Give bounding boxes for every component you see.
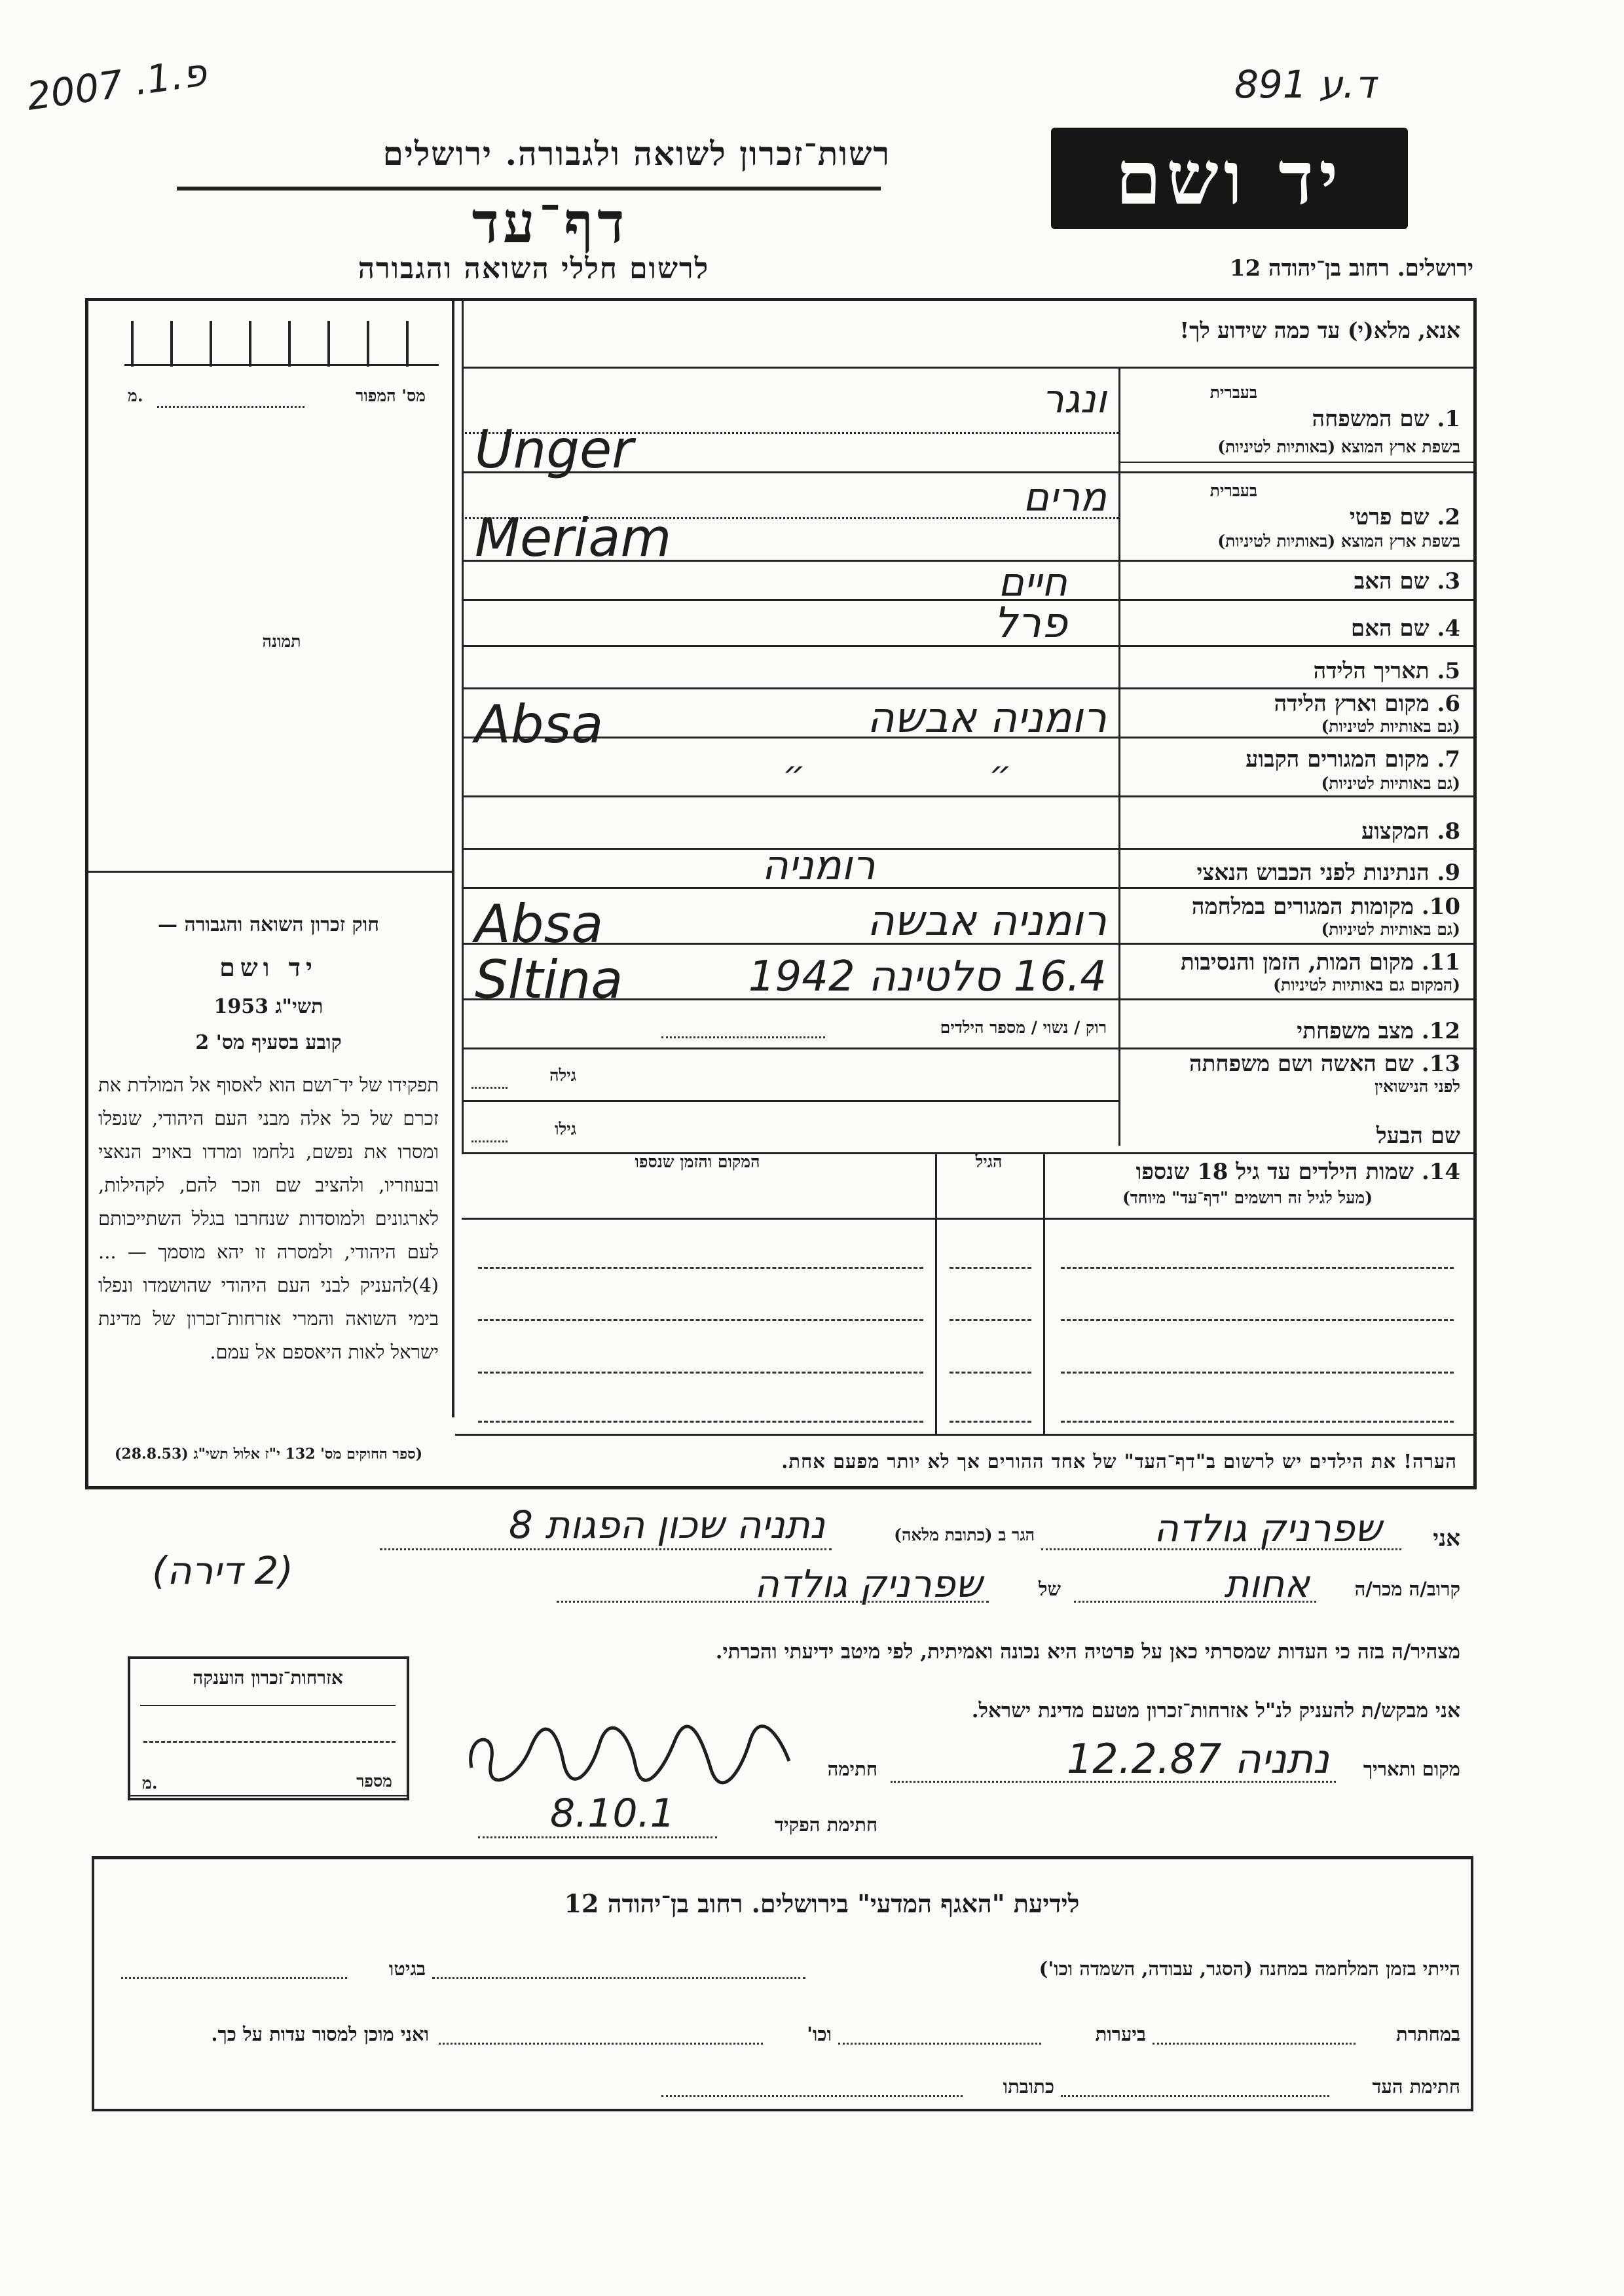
f14-col-rule-1 [935,1152,937,1434]
decl-resides-label: הגר ב (כתובת מלאה) [894,1525,1035,1544]
law-text: תפקידו של יד־ושם הוא לאסוף אל המולדת את זכרם של כל אלה מבני העם היהודי, שנפלו ומסרו את נפשם, נלחמו ומרדו באויב הנאצי ובעוזריו, ולהציב שם וזכר להם, לקהילות, לארגונים ולמוסדות שנחרבו בגלל השתייכותם לעם היהודי, ולמסרה זו יהא מוסמך — ...(4)להעניק לבני העם היהודי שהושמדו ונפלו בימי השואה והמרי אזרחות־זכרון של מדינת ישראל לאות היאספם אל עמם. [98,1074,439,1363]
f14-row [950,1372,1031,1374]
photo-area-rule [88,871,452,873]
logo-text: יד ושם [1115,136,1344,221]
f7-sub: (גם באותיות לטיניות) [1321,774,1460,793]
f6-num: 6. [1437,691,1460,717]
center-left-rule [462,301,464,1152]
law-year-block [98,995,439,1018]
f14-label-text: שמות הילדים עד גיל 18 שנספו [1135,1159,1414,1185]
decl-clerk-mark: 8.10.1 [550,1791,675,1836]
f12-num: 12. [1421,1018,1460,1044]
f4-value: פרל [993,599,1067,647]
bottom-line1-blank [432,1977,805,1979]
f13-label [1123,1051,1460,1077]
f14-row [1061,1267,1454,1269]
decl-place-date: נתניה 12.2.87 [1066,1735,1329,1783]
f2-label [1244,504,1460,530]
f2-num: 2. [1437,504,1460,530]
f8-label-text: המקצוע [1361,818,1430,845]
f10-value-lat: Absa [475,894,604,955]
f14-col-rule-2 [1043,1152,1045,1434]
bottom-witness-signature-label: חתימת העד [1372,2075,1460,2098]
decl-of-name-line [557,1601,989,1603]
photo-label: תמונה [262,632,301,651]
f8-label [1244,818,1460,845]
decl-relation-label: קרוב/ה מכר/ה [1354,1578,1460,1600]
memorial-box-no-label: מספר [356,1772,392,1791]
f11-value-lat: Sltina [475,949,623,1010]
f14-col-place: המקום והזמן שנספו [635,1152,760,1171]
f14-row [1061,1319,1454,1321]
f6-sub: (גם באותיות לטיניות) [1321,717,1460,736]
form-subtitle: לרשום חללי השואה והגבורה [358,252,710,285]
f14-row [950,1319,1031,1321]
f13-label-text: שם האשה ושם משפחתה [1189,1051,1414,1077]
left-panel-divider [452,301,454,1417]
serial-label: מס' המפור [356,386,426,405]
f13-num: 13. [1421,1051,1460,1077]
f14-row [1061,1421,1454,1423]
card-tick-marks [124,321,439,367]
f14-row [478,1421,923,1423]
memorial-citizenship-box [128,1656,409,1800]
f9-label-text: הנתינות לפני הכבוש הנאצי [1196,860,1430,886]
f14-row [478,1372,923,1374]
decl-clerk-label: חתימת הפקיד [775,1813,877,1836]
memorial-box-no-suffix: מ. [142,1774,158,1793]
memorial-box-rule [140,1705,396,1706]
f14-label [1051,1159,1460,1185]
f10-label-text: מקומות המגורים במלחמה [1191,894,1414,920]
f14-row [478,1267,923,1269]
f14-row [950,1421,1031,1423]
f3-value: חיים [998,560,1067,606]
rule-f7 [462,795,1473,797]
bottom-witness-address-label: כתובתו [1003,2075,1054,2098]
bottom-line2-underground: במחתרת [1396,2023,1460,2045]
decl-name: שפרניק גולדה [1153,1506,1382,1550]
rule-f13 [462,1100,1118,1102]
decl-place-date-label: מקום ותאריך [1363,1758,1460,1780]
decl-address: נתניה שכון הפגות 8 [509,1503,825,1547]
f10-label [1123,894,1460,920]
tick [367,321,369,367]
f2-value-heb: מרים [1023,475,1107,520]
f5-label [1211,658,1460,684]
f8-num: 8. [1437,818,1460,845]
f9-value: רומניה [762,841,876,889]
f1-label [1244,406,1460,432]
rule-f8 [462,848,1473,850]
law-year-heb: תשי"ג [275,995,323,1018]
f11-sub: (המקום גם באותיות לטיניות) [1273,975,1460,994]
rule-f9 [462,887,1473,889]
tick [131,321,134,367]
f4-label-text: שם האם [1350,615,1430,642]
rule-f12 [462,1048,1473,1049]
label-column-rule [1118,367,1120,1146]
husband-label: שם הבעל [1376,1123,1460,1149]
decl-relation: אחות [1224,1561,1310,1606]
tick [249,321,251,367]
f13-sub: לפני הנישואין [1375,1077,1460,1096]
f11-label [1123,949,1460,975]
f1-label-text: שם המשפחה [1312,406,1430,432]
corner-left-note: פ.1. 2007 [24,50,210,119]
address-line: ירושלים. רחוב בן־יהודה 12 [1229,255,1473,282]
bottom-title: לידיעת "האגף המדעי" בירושלים. רחוב בן־יהודה 12 [564,1889,1080,1918]
rule-f5 [462,687,1473,689]
decl-floor-note: (2 דירה) [152,1548,293,1593]
f10-sub: (גם באותיות לטיניות) [1321,920,1460,939]
memorial-box-title: אזרחות־זכרון הוענקה [193,1667,343,1688]
f1-heb-tag: בעברית [1209,383,1257,402]
f6-value-lat: Absa [475,694,604,755]
note-top-rule [455,1434,1473,1436]
f14-sub: (מעל לגיל זה רושמים "דף־עד" מיוחד) [1122,1188,1373,1207]
f6-label [1166,691,1460,717]
decl-place-date-line [891,1781,1336,1783]
law-section: קובע בסעיף מס' 2 [195,1031,342,1054]
bottom-line1-ghetto-blank [121,1977,347,1979]
decl-signature-label: חתימה [827,1758,877,1780]
decl-address-line [380,1548,832,1550]
serial-suffix: מ. [128,386,143,405]
decl-statement: מצהיר/ה בזה כי העדות שמסרתי כאן על פרטיה היא נכונה ואמיתית, לפי מיטב ידיעתי והכרתי. [715,1640,1460,1664]
law-name: יד ושם [219,953,318,982]
f7-label [1153,746,1460,773]
tick [210,321,212,367]
f2-sub: בשפת ארץ המוצא (באותיות לטיניות) [1217,532,1460,551]
husband-age-line [471,1140,507,1142]
f14-num: 14. [1421,1159,1460,1185]
f13-age-line [471,1087,507,1089]
law-reference: (ספר החוקים מס' 132 י"ז אלול תשי"ג (28.8.53) [115,1446,422,1463]
f1-num: 1. [1437,406,1460,432]
f12-children-line [661,1036,825,1038]
f9-num: 9. [1437,860,1460,886]
f7-label-text: מקום המגורים הקבוע [1246,746,1430,773]
f14-row [1061,1372,1454,1374]
f7-value-a: ״ [989,753,1012,794]
f3-num: 3. [1437,568,1460,594]
bottom-line1-end: בגיטו [388,1958,426,1980]
decl-clerk-line [478,1836,717,1838]
f14-col-age: הגיל [975,1152,1003,1171]
f11-value-heb: 16.4 סלטינה 1942 [748,953,1107,1001]
f5-num: 5. [1437,658,1460,684]
decl-name-line [1041,1548,1401,1550]
f12-label-text: מצב משפחתי [1297,1018,1414,1044]
f10-num: 10. [1421,894,1460,920]
law-title: חוק זכרון השואה והגבורה — [158,913,379,936]
f2-label-text: שם פרטי [1349,504,1430,530]
f14-row [950,1267,1031,1269]
yad-vashem-logo [1051,128,1408,229]
f1-sub: בשפת ארץ המוצא (באותיות לטיניות) [1217,437,1460,456]
f3-label-text: שם האב [1354,568,1430,594]
bottom-line2-etc: וכו' [807,2023,832,2045]
tick-baseline [124,364,439,366]
bottom-line2-forests: ביערות [1095,2023,1146,2045]
tick [170,321,173,367]
memorial-box-bottom-rule [130,1795,407,1796]
authority-name: רשות־זכרון לשואה ולגבורה. ירושלים [382,134,891,173]
f14-row [478,1319,923,1321]
f7-value-b: ״ [783,753,805,794]
f2-value-lat: Meriam [475,507,672,568]
f12-options: רוק / נשוי / מספר הילדים [940,1018,1107,1037]
witness-signature-scribble [458,1715,799,1787]
corner-right-note: ד.ע 891 [1234,62,1376,107]
bottom-witness-address-blank [661,2095,963,2097]
bottom-line2-blank-a [1153,2043,1356,2045]
tick [288,321,291,367]
f4-label [1244,615,1460,642]
bottom-line2-blank-b [838,2043,1041,2045]
note-text: הערה! את הילדים יש לרשום ב"דף־העד" של אחד ההורים אך לא יותר מפעם אחת. [781,1450,1457,1472]
memorial-box-line [143,1741,396,1743]
f6-value-heb: רומניה אבשה [866,694,1107,742]
decl-of-label: של [1038,1578,1061,1600]
tick [406,321,409,367]
bottom-line1-label: הייתי בזמן המלחמה במחנה (הסגר, עבודה, השמדה וכו') [1039,1958,1460,1980]
f4-num: 4. [1437,615,1460,642]
f11-num: 11. [1421,949,1460,975]
form-title: דף־עד [471,190,629,256]
law-year: 1953 [213,995,269,1018]
decl-i-label: אני [1433,1525,1460,1552]
serial-line [157,406,304,408]
f6-label-text: מקום וארץ הלידה [1274,691,1430,717]
husband-age-label: גילו [555,1120,576,1139]
f2-heb-tag: בעברית [1209,481,1257,500]
f1-sub-rule [1118,462,1473,463]
f7-num: 7. [1437,746,1460,773]
f13-age-label: גילה [549,1066,576,1085]
intro-text: אנא, מלא(י) עד כמה שידוע לך! [1179,318,1460,343]
decl-of-name: שפרניק גולדה [754,1561,982,1606]
tick [327,321,330,367]
f9-label [1123,860,1460,886]
f1-value-heb: ונגר [1042,376,1107,422]
f11-label-text: מקום המות, הזמן והנסיבות [1180,949,1414,975]
f14-header-rule [462,1218,1473,1220]
f12-label [1231,1018,1460,1044]
intro-rule [462,367,1473,369]
f1-value-lat: Unger [475,419,634,480]
f3-label [1244,568,1460,594]
decl-request: אני מבקש/ת להעניק לנ"ל אזרחות־זכרון מטעם מדינת ישראל. [971,1699,1460,1722]
bottom-line2-blank-c [439,2043,763,2045]
bottom-line2-ready: ואני מוכן למסור עדות על כך. [211,2023,429,2045]
f10-value-heb: רומניה אבשה [866,897,1107,945]
bottom-witness-signature-blank [1061,2095,1329,2097]
decl-relation-line [1074,1601,1316,1603]
f5-label-text: תאריך הלידה [1313,658,1430,684]
